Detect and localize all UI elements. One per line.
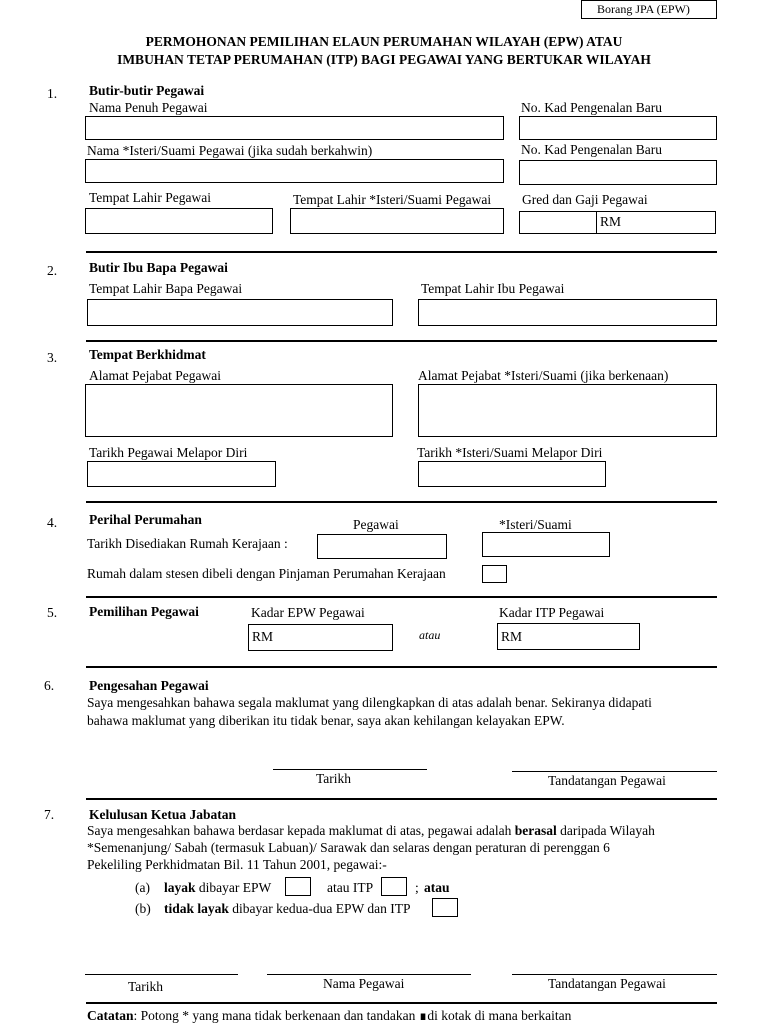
- epw-checkbox[interactable]: [285, 877, 311, 896]
- tarikh-sign-line-7[interactable]: [85, 974, 238, 975]
- divider-7: [86, 1002, 717, 1004]
- atau-label: atau: [419, 628, 441, 642]
- option-b-dibayar: dibayar kedua-dua EPW dan ITP: [228, 901, 411, 916]
- nama-penuh-field[interactable]: [85, 116, 504, 140]
- kelulusan-line-1-c: daripada Wilayah: [556, 823, 655, 838]
- label-tempat-lahir-pegawai: Tempat Lahir Pegawai: [89, 190, 212, 205]
- kelulusan-berasal: berasal: [514, 823, 557, 838]
- tarikh-isteri-field[interactable]: [418, 461, 606, 487]
- label-tandatangan-7: Tandatangan Pegawai: [548, 976, 666, 991]
- ibu-field[interactable]: [418, 299, 717, 326]
- kelulusan-line-1-a: Saya mengesahkan bahawa berdasar kepada maklumat di atas, pegawai adalah: [87, 823, 515, 838]
- section-3-number: 3.: [47, 350, 58, 365]
- label-alamat-pegawai: Alamat Pejabat Pegawai: [89, 368, 221, 383]
- divider-4: [86, 596, 717, 598]
- divider-3: [86, 501, 717, 503]
- tempat-lahir-isteri-field[interactable]: [290, 208, 504, 234]
- option-a-atau-itp: atau ITP: [327, 880, 374, 895]
- option-a-semicolon: ;: [415, 880, 419, 895]
- label-ibu: Tempat Lahir Ibu Pegawai: [421, 281, 565, 296]
- gaji-rm-label: RM: [600, 214, 622, 229]
- section-4-heading: Perihal Perumahan: [89, 512, 202, 527]
- section-7-heading: Kelulusan Ketua Jabatan: [89, 807, 237, 822]
- form-code: Borang JPA (EPW): [597, 2, 690, 16]
- tarikh-sign-line-6[interactable]: [273, 769, 427, 770]
- label-bapa: Tempat Lahir Bapa Pegawai: [89, 281, 243, 296]
- col-pegawai: Pegawai: [353, 517, 399, 532]
- label-nama-isteri: Nama *Isteri/Suami Pegawai (jika sudah berkahwin): [87, 143, 373, 158]
- tidak-layak-checkbox[interactable]: [432, 898, 458, 917]
- section-7-number: 7.: [44, 807, 55, 822]
- kadar-itp-rm: RM: [501, 629, 523, 644]
- divider-2: [86, 340, 717, 342]
- gred-field[interactable]: [519, 211, 597, 234]
- tandatangan-line-6[interactable]: [512, 771, 717, 772]
- section-4-number: 4.: [47, 515, 58, 530]
- label-tarikh-6: Tarikh: [316, 771, 352, 786]
- nama-pegawai-line-7[interactable]: [267, 974, 471, 975]
- label-gred-gaji: Gred dan Gaji Pegawai: [522, 192, 648, 207]
- title-line-2: IMBUHAN TETAP PERUMAHAN (ITP) BAGI PEGAWAI YANG BERTUKAR WILAYAH: [117, 52, 651, 67]
- itp-checkbox[interactable]: [381, 877, 407, 896]
- section-6-heading: Pengesahan Pegawai: [89, 678, 209, 693]
- section-1-number: 1.: [47, 86, 58, 101]
- divider-1: [86, 251, 717, 253]
- divider-6: [86, 798, 717, 800]
- kadar-epw-rm: RM: [252, 629, 274, 644]
- label-tempat-lahir-isteri: Tempat Lahir *Isteri/Suami Pegawai: [293, 192, 492, 207]
- option-b-tidak-layak: tidak layak: [164, 901, 229, 916]
- label-tarikh-pegawai: Tarikh Pegawai Melapor Diri: [89, 445, 248, 460]
- label-kp-baru-1: No. Kad Pengenalan Baru: [521, 100, 662, 115]
- option-b-text: [164, 902, 410, 916]
- kelulusan-line-3: Pekeliling Perkhidmatan Bil. 11 Tahun 2001, pegawai:-: [87, 857, 387, 872]
- pengesahan-line-1: Saya mengesahkan bahawa segala maklumat yang dilengkapkan di atas adalah benar. Sekiranya didapati: [87, 695, 652, 710]
- section-2-number: 2.: [47, 263, 58, 278]
- tarikh-rumah-pegawai-field[interactable]: [317, 534, 447, 559]
- pengesahan-line-2: bahawa maklumat yang diberikan itu tidak benar, saya akan kehilangan kelayakan EPW.: [87, 713, 565, 728]
- option-a-atau: atau: [424, 880, 450, 895]
- label-alamat-isteri: Alamat Pejabat *Isteri/Suami (jika berkenaan): [418, 368, 669, 383]
- kp-baru-1-field[interactable]: [519, 116, 717, 140]
- section-3-heading: Tempat Berkhidmat: [89, 347, 206, 362]
- section-2-heading: Butir Ibu Bapa Pegawai: [89, 260, 228, 275]
- section-1-heading: Butir-butir Pegawai: [89, 83, 205, 98]
- option-b-label: (b): [135, 901, 151, 916]
- catatan-label: Catatan: [87, 1008, 134, 1023]
- option-a-dibayar-epw: dibayar EPW: [195, 880, 272, 895]
- tarikh-pegawai-field[interactable]: [87, 461, 276, 487]
- label-kadar-epw: Kadar EPW Pegawai: [251, 605, 365, 620]
- catatan-text: : Potong * yang mana tidak berkenaan dan tandakan ∎di kotak di mana berkaitan: [133, 1008, 572, 1023]
- divider-5: [86, 666, 717, 668]
- tandatangan-line-7[interactable]: [512, 974, 717, 975]
- tempat-lahir-pegawai-field[interactable]: [85, 208, 273, 234]
- kelulusan-line-1: [87, 824, 655, 838]
- label-tarikh-7: Tarikh: [128, 979, 164, 994]
- section-5-heading: Pemilihan Pegawai: [89, 604, 199, 619]
- alamat-pegawai-field[interactable]: [85, 384, 393, 437]
- section-5-number: 5.: [47, 605, 58, 620]
- rumah-dibeli-checkbox[interactable]: [482, 565, 507, 583]
- option-a-text: [164, 881, 271, 895]
- label-kp-baru-2: No. Kad Pengenalan Baru: [521, 142, 662, 157]
- label-rumah-dibeli: Rumah dalam stesen dibeli dengan Pinjaman Perumahan Kerajaan: [87, 566, 446, 581]
- label-kadar-itp: Kadar ITP Pegawai: [499, 605, 605, 620]
- catatan: [87, 1009, 571, 1023]
- label-tarikh-isteri: Tarikh *Isteri/Suami Melapor Diri: [417, 445, 603, 460]
- label-tandatangan-6: Tandatangan Pegawai: [548, 773, 666, 788]
- label-nama-pegawai-7: Nama Pegawai: [323, 976, 405, 991]
- nama-isteri-field[interactable]: [85, 159, 504, 183]
- section-6-number: 6.: [44, 678, 55, 693]
- kelulusan-line-2: *Semenanjung/ Sabah (termasuk Labuan)/ Sarawak dan selaras dengan peraturan di perenggan 6: [87, 840, 610, 855]
- label-tarikh-rumah: Tarikh Disediakan Rumah Kerajaan :: [87, 536, 288, 551]
- option-a-layak: layak: [164, 880, 196, 895]
- title-line-1: PERMOHONAN PEMILIHAN ELAUN PERUMAHAN WILAYAH (EPW) ATAU: [145, 34, 623, 49]
- kp-baru-2-field[interactable]: [519, 160, 717, 185]
- label-nama-penuh: Nama Penuh Pegawai: [89, 100, 208, 115]
- bapa-field[interactable]: [87, 299, 393, 326]
- tarikh-rumah-isteri-field[interactable]: [482, 532, 610, 557]
- col-isteri: *Isteri/Suami: [499, 517, 572, 532]
- alamat-isteri-field[interactable]: [418, 384, 717, 437]
- option-a-label: (a): [135, 880, 150, 895]
